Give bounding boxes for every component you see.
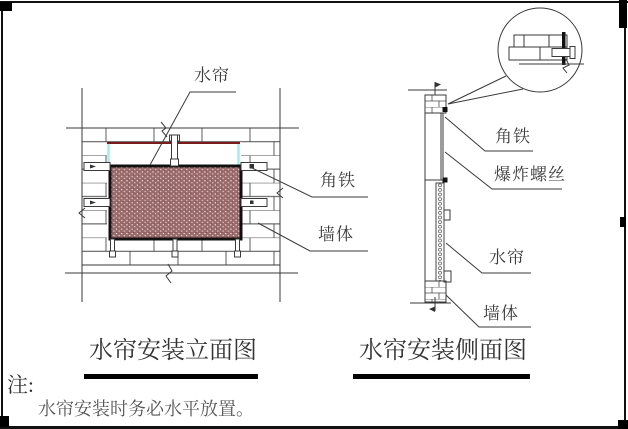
note-text: 水帘安装时务必水平放置。 xyxy=(38,399,254,419)
bolt-dot-top xyxy=(443,107,448,112)
elevation-angle-iron-label: 角铁 xyxy=(320,171,356,190)
side-angle-iron-label: 角铁 xyxy=(495,127,531,146)
detail-balloon xyxy=(448,8,584,104)
water-curtain-panel xyxy=(110,166,241,239)
side-water-curtain xyxy=(436,183,444,281)
leader-dot-angle-iron xyxy=(250,164,255,169)
elevation-wall-label: 墙体 xyxy=(318,225,354,244)
detail-explosion-bolt xyxy=(552,49,570,57)
bolt-dot-bottom xyxy=(443,178,448,183)
note-prefix: 注: xyxy=(7,373,34,397)
elevation-curtain-label: 水帘 xyxy=(194,66,230,85)
side-clip-mid xyxy=(444,210,450,220)
side-angle-iron xyxy=(425,113,443,180)
side-curtain-label: 水帘 xyxy=(489,248,525,267)
side-wall-label: 墙体 xyxy=(483,304,519,323)
top-hanger-bolt xyxy=(170,135,180,166)
side-clip-low xyxy=(444,271,451,282)
side-leaders xyxy=(445,117,562,327)
side-title-underline xyxy=(353,374,530,379)
elevation-title-underline xyxy=(84,374,258,379)
elevation-view xyxy=(65,88,368,302)
side-explosion-bolt-label: 爆炸螺丝 xyxy=(494,165,566,184)
elevation-view-title: 水帘安装立面图 xyxy=(89,338,257,364)
side-view-title: 水帘安装侧面图 xyxy=(359,338,527,364)
side-top-break-flag xyxy=(435,82,441,95)
